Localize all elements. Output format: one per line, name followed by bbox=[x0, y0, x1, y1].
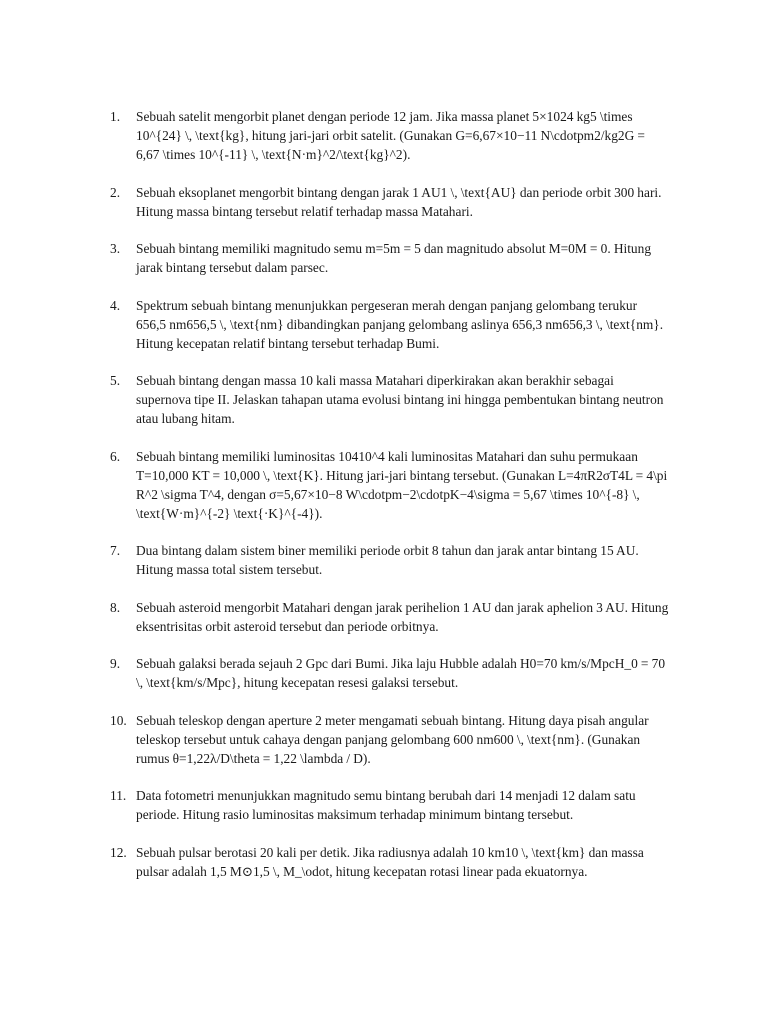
question-item bbox=[110, 183, 670, 221]
question-text: Data fotometri menunjukkan magnitudo semu bintang berubah dari 14 menjadi 12 dalam satu periode. Hitung rasio luminositas maksimum terhadap minimum bintang tersebut. bbox=[136, 788, 636, 822]
question-number: 3. bbox=[110, 241, 121, 256]
question-item bbox=[110, 107, 670, 164]
question-number: 7. bbox=[110, 543, 121, 558]
question-number: 12. bbox=[110, 844, 127, 860]
question-item bbox=[110, 371, 670, 428]
question-number: 2. bbox=[110, 184, 121, 200]
question-number: 9. bbox=[110, 656, 121, 671]
question-text: Sebuah satelit mengorbit planet dengan periode 12 jam. Jika massa planet 5×1024 kg5 \times 10^{24} \, \text{kg}, hitung jari-jari orbit satelit. (Gunakan G=6,67×10−11 N\cdotpm2/kg2G = 6,67 \times 10^{-11} \, \text{N·m}^2/\text{kg}^2). bbox=[136, 109, 645, 162]
question-text: Sebuah teleskop dengan aperture 2 meter mengamati sebuah bintang. Hitung daya pisah angular teleskop tersebut untuk cahaya dengan panjang gelombang 600 nm600 \, \text{nm}. (Gunakan rumus θ=1,22λ/D\theta = 1,22 \lambda / D). bbox=[136, 712, 649, 766]
question-text: Sebuah bintang dengan massa 10 kali massa Matahari diperkirakan akan berakhir sebagai supernova tipe II. Jelaskan tahapan utama evolusi bintang ini hingga pembentukan bintang neutron atau lubang hitam. bbox=[136, 373, 664, 426]
question-item bbox=[110, 296, 670, 353]
question-list bbox=[110, 107, 670, 899]
question-number: 1. bbox=[110, 109, 121, 124]
question-item bbox=[110, 711, 670, 768]
question-item bbox=[110, 786, 670, 824]
question-text: Sebuah asteroid mengorbit Matahari dengan jarak perihelion 1 AU dan jarak aphelion 3 AU. Hitung eksentrisitas orbit asteroid tersebut dan periode orbitnya. bbox=[136, 599, 669, 634]
question-text: Sebuah bintang memiliki luminositas 10410^4 kali luminositas Matahari dan suhu permukaan T=10,000 KT = 10,000 \, \text{K}. Hitung jari-jari bintang tersebut. (Gunakan L=4πR2σT4L = 4\pi R^2 \sigma T^4, dengan σ=5,67×10−8 W\cdotpm−2\cdotpK−4\sigma = 5,67 \times 10^{-8} \, \text{W·m}^{-2} \text{·K}^{-4}). bbox=[136, 448, 668, 521]
question-number: 4. bbox=[110, 297, 121, 313]
question-item bbox=[110, 598, 670, 636]
question-text: Sebuah eksoplanet mengorbit bintang dengan jarak 1 AU1 \, \text{AU} dan periode orbit 300 hari. Hitung massa bintang tersebut relatif terhadap massa Matahari. bbox=[136, 184, 662, 219]
question-text: Sebuah bintang memiliki magnitudo semu m=5m = 5 dan magnitudo absolut M=0M = 0. Hitung jarak bintang tersebut dalam parsec. bbox=[136, 241, 652, 275]
question-item bbox=[110, 843, 670, 881]
question-text: Sebuah pulsar berotasi 20 kali per detik. Jika radiusnya adalah 10 km10 \, \text{km} dan massa pulsar adalah 1,5 M⊙1,5 \, M_\odot, hitung kecepatan rotasi linear pada ekuatornya. bbox=[136, 844, 644, 879]
question-text: Dua bintang dalam sistem biner memiliki periode orbit 8 tahun dan jarak antar bintang 15 AU. Hitung massa total sistem tersebut. bbox=[136, 543, 639, 577]
question-item bbox=[110, 541, 670, 579]
question-text: Sebuah galaksi berada sejauh 2 Gpc dari Bumi. Jika laju Hubble adalah H0=70 km/s/MpcH_0 = 70 \, \text{km/s/Mpc}, hitung kecepatan resesi galaksi tersebut. bbox=[136, 656, 666, 690]
question-number: 5. bbox=[110, 373, 121, 388]
question-item bbox=[110, 239, 670, 277]
question-text: Spektrum sebuah bintang menunjukkan pergeseran merah dengan panjang gelombang terukur 656,5 nm656,5 \, \text{nm} dibandingkan panjang gelombang aslinya 656,3 nm656,3 \, \text{nm}. Hitung kecepatan relatif bintang tersebut terhadap Bumi. bbox=[136, 297, 664, 351]
question-item bbox=[110, 447, 670, 523]
question-number: 10. bbox=[110, 712, 127, 728]
question-number: 11. bbox=[110, 788, 127, 803]
question-item bbox=[110, 654, 670, 692]
question-number: 8. bbox=[110, 599, 121, 615]
question-number: 6. bbox=[110, 448, 121, 464]
